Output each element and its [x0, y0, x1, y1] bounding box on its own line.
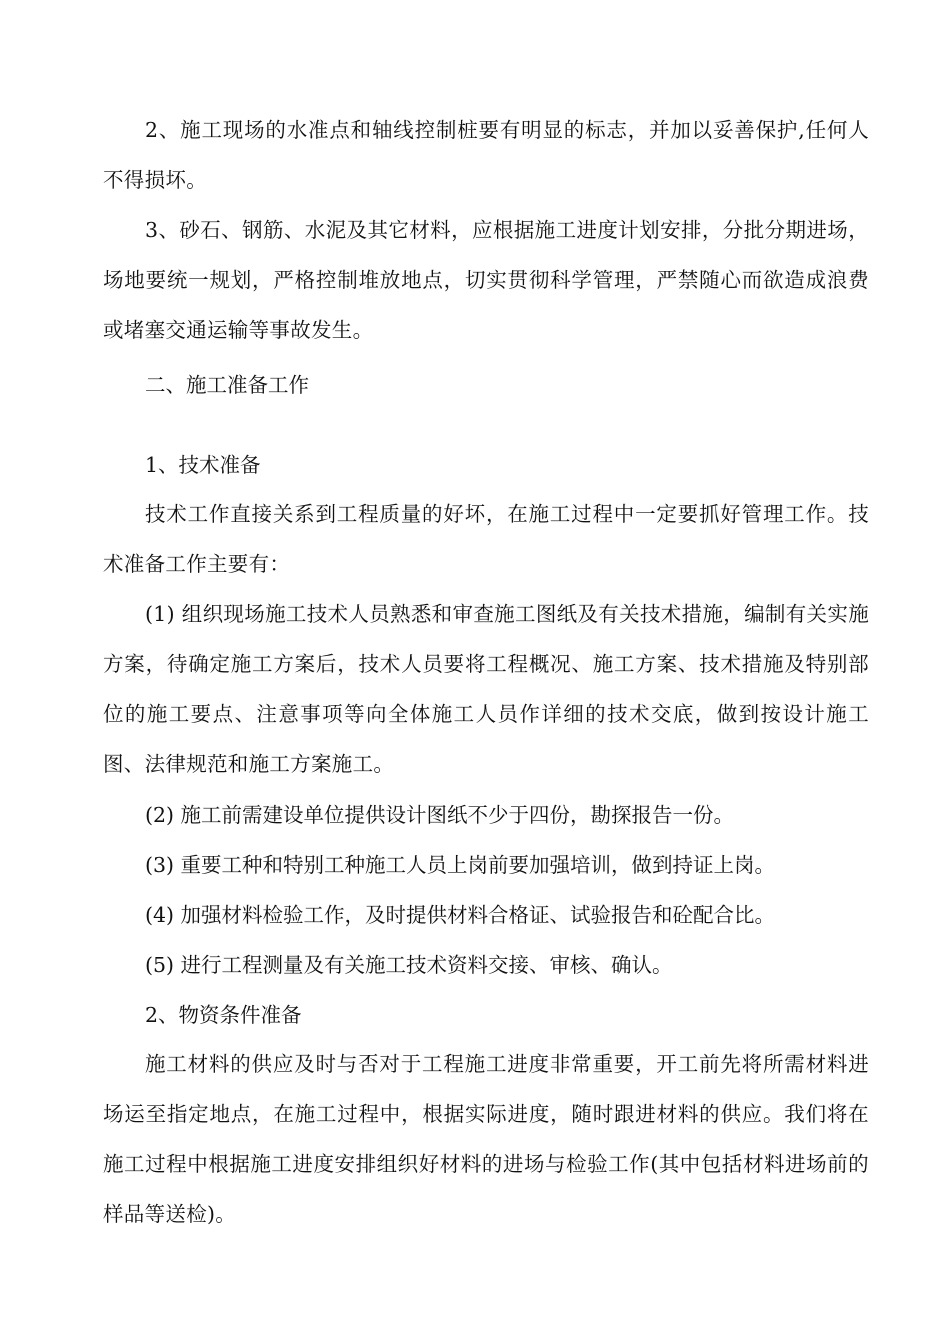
- paragraph-material-supply: 施工材料的供应及时与否对于工程施工进度非常重要，开工前先将所需材料进场运至指定地点，在施工过程中，根据实际进度，随时跟进材料的供应。我们将在施工过程中根据施工进度安排组织好材料的进场与检验工作(其中包括材料进场前的样品等送检)。: [103, 1052, 869, 1226]
- list-item-2: (2) 施工前需建设单位提供设计图纸不少于四份，勘探报告一份。: [145, 803, 735, 827]
- subheading-technical-preparation: 1、技术准备: [145, 453, 261, 477]
- list-item-5: (5) 进行工程测量及有关施工技术资料交接、审核、确认。: [145, 953, 673, 977]
- list-item-1: (1) 组织现场施工技术人员熟悉和审查施工图纸及有关技术措施，编制有关实施方案，待确定施工方案后，技术人员要将工程概况、施工方案、技术措施及特别部位的施工要点、注意事项等向全体施工人员作详细的技术交底，做到按设计施工图、法律规范和施工方案施工。: [103, 602, 869, 776]
- list-item-4: (4) 加强材料检验工作，及时提供材料合格证、试验报告和砼配合比。: [145, 903, 776, 927]
- subheading-material-preparation: 2、物资条件准备: [145, 1003, 302, 1027]
- paragraph-technical-intro: 技术工作直接关系到工程质量的好坏，在施工过程中一定要抓好管理工作。技术准备工作主要有：: [103, 502, 869, 576]
- paragraph-material-storage: 3、砂石、钢筋、水泥及其它材料，应根据施工进度计划安排，分批分期进场，场地要统一规划，严格控制堆放地点，切实贯彻科学管理，严禁随心而欲造成浪费或堵塞交通运输等事故发生。: [103, 218, 869, 342]
- paragraph-benchmark-protection: 2、施工现场的水准点和轴线控制桩要有明显的标志，并加以妥善保护,任何人不得损坏。: [103, 118, 869, 192]
- list-item-3: (3) 重要工种和特别工种施工人员上岗前要加强培训，做到持证上岗。: [145, 853, 776, 877]
- section-heading-preparation: 二、施工准备工作: [145, 373, 309, 397]
